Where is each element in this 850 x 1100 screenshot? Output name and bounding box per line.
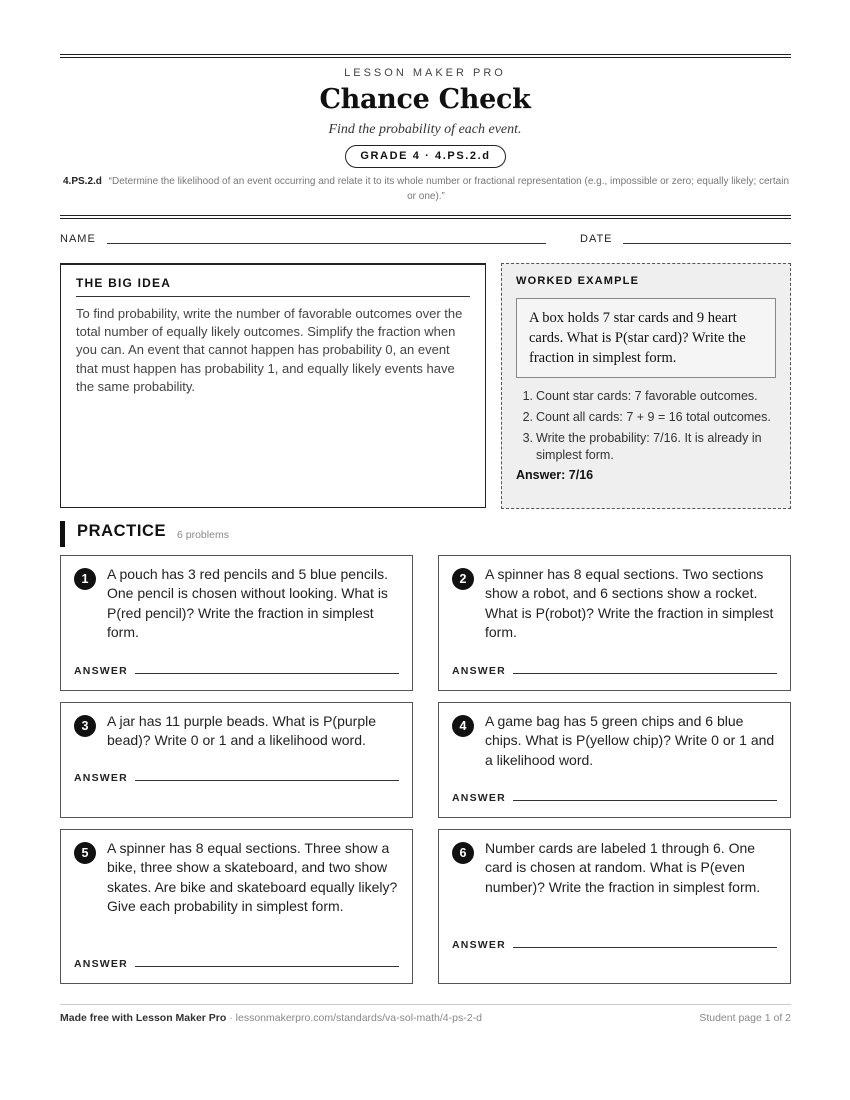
worked-example-problem: A box holds 7 star cards and 9 heart cards. What is P(star card)? Write the fraction in simplest form. [516, 298, 776, 378]
date-label: DATE [580, 233, 613, 245]
problem-number: 2 [452, 568, 474, 590]
worked-example-box [501, 263, 791, 509]
practice-count: 6 problems [177, 529, 229, 541]
answer-field[interactable] [135, 673, 399, 674]
problem-text: A pouch has 3 red pencils and 5 blue pencils. One pencil is chosen without looking. What is P(red pencil)? Write the fraction in simplest form. [107, 566, 388, 640]
page-indicator: Student page 1 of 2 [699, 1012, 791, 1024]
answer-label: ANSWER [452, 665, 506, 677]
answer-label: ANSWER [74, 772, 128, 784]
brand-label: LESSON MAKER PRO [344, 67, 506, 79]
problem-text: A jar has 11 purple beads. What is P(purple bead)? Write 0 or 1 and a likelihood word. [107, 713, 377, 749]
page-subtitle: Find the probability of each event. [328, 122, 522, 137]
problem-card-5 [60, 829, 413, 984]
answer-label: ANSWER [452, 939, 506, 951]
problem-number: 3 [74, 715, 96, 737]
big-idea-text: To find probability, write the number of favorable outcomes over the total number of equally likely outcomes. Simplify the fraction when you can. An event that cannot happen has probability 0, an event that must happen has probability 1, and equally likely events have the same probability. [76, 306, 463, 394]
practice-heading: PRACTICE [77, 522, 167, 540]
problem-card-4 [438, 702, 791, 818]
big-idea-heading: THE BIG IDEA [76, 276, 470, 297]
footer-brand: Made free with Lesson Maker Pro [60, 1012, 227, 1024]
standard-code: 4.PS.2.d [62, 176, 102, 187]
problem-card-6 [438, 829, 791, 984]
problem-card-1 [60, 555, 413, 691]
answer-label: ANSWER [452, 792, 506, 804]
answer-label: ANSWER [74, 665, 128, 677]
answer-label: ANSWER [74, 958, 128, 970]
header-divider [60, 215, 791, 219]
answer-field[interactable] [513, 947, 777, 948]
answer-field[interactable] [513, 673, 777, 674]
footer-url: · lessonmakerpro.com/standards/va-sol-math/4-ps-2-d [226, 1012, 482, 1024]
problem-text: A game bag has 5 green chips and 6 blue chips. What is P(yellow chip)? Write 0 or 1 and a likelihood word. [485, 713, 775, 768]
problem-number: 5 [74, 842, 96, 864]
problem-number: 6 [452, 842, 474, 864]
problem-card-2 [438, 555, 791, 691]
standard-text: “Determine the likelihood of an event occurring and relate it to its whole number or fractional representation (e.g., impossible or zero; equally likely; certain or one).” [108, 176, 790, 202]
problem-number: 1 [74, 568, 96, 590]
standard-description [60, 174, 792, 204]
date-field[interactable] [623, 243, 791, 244]
problem-text: Number cards are labeled 1 through 6. One card is chosen at random. What is P(even number)? Write the fraction in simplest form. [485, 840, 761, 895]
worked-step: 1. Count star cards: 7 favorable outcomes. [522, 389, 758, 403]
name-field[interactable] [107, 243, 546, 244]
practice-accent-bar [60, 521, 65, 547]
worked-example-answer: Answer: 7/16 [516, 468, 594, 482]
name-label: NAME [60, 233, 96, 245]
answer-field[interactable] [135, 780, 399, 781]
big-idea-box [60, 263, 486, 508]
top-divider [60, 54, 791, 58]
answer-field[interactable] [513, 800, 777, 801]
footer-credit [60, 1012, 482, 1024]
problem-card-3 [60, 702, 413, 818]
problem-text: A spinner has 8 equal sections. Three show a bike, three show a skateboard, and two show skates. Are bike and skateboard equally likely? Give each probability in simplest form. [107, 840, 398, 914]
worked-example-heading: WORKED EXAMPLE [516, 275, 640, 287]
worked-step: 2. Count all cards: 7 + 9 = 16 total outcomes. [522, 410, 771, 424]
grade-badge: GRADE 4 · 4.PS.2.d [345, 145, 506, 168]
worked-example-steps [516, 388, 776, 464]
page-title: Chance Check [319, 84, 531, 115]
problem-text: A spinner has 8 equal sections. Two sections show a robot, and 6 sections show a rocket. What is P(robot)? Write the fraction in simplest form. [485, 566, 774, 640]
problem-number: 4 [452, 715, 474, 737]
answer-field[interactable] [135, 966, 399, 967]
footer-divider [60, 1004, 791, 1005]
worked-step: 3. Write the probability: 7/16. It is already in simplest form. [522, 431, 762, 462]
